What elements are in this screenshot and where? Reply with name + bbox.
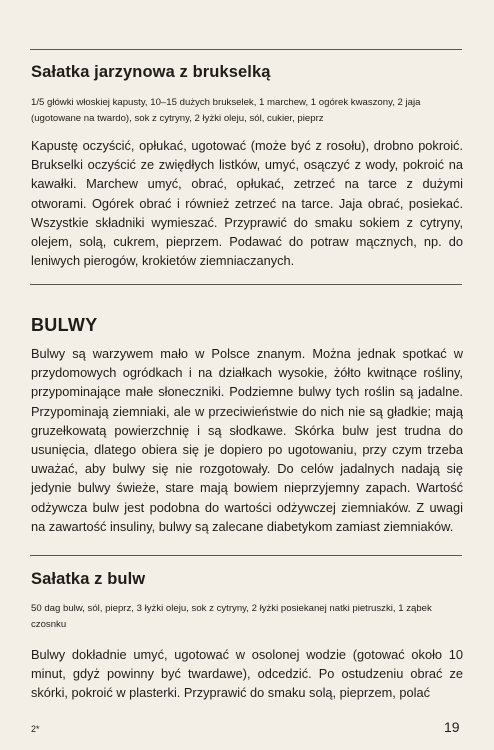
recipe-title: Sałatka jarzynowa z brukselką <box>31 63 271 81</box>
recipe-title: Sałatka z bulw <box>31 570 146 588</box>
section-divider <box>30 555 462 556</box>
chapter-title: BULWY <box>31 315 98 335</box>
recipe-method: Kapustę oczyścić, opłukać, ugotować (może być z rosołu), drobno pokroić. Brukselki oczyścić ze zwiędłych listków, umyć, osączyć z wody, pokroić na kawałki. Marchew umyć, obrać, opłukać, zetrzeć na tarce z dużymi otworami. Ogórek obrać i również zetrzeć na tarce. Jaja obrać, posiekać. Wszystkie składniki wymieszać. Przyprawić do smaku sokiem z cytryny, olejem, solą, cukrem, pieprzem. Podawać do potraw mącznych, np. do leniwych pierogów, krokietów ziemniaczanych. <box>31 138 463 269</box>
ingredients-list: 50 dag bulw, sól, pieprz, 3 łyżki oleju, sok z cytryny, 2 łyżki posiekanej natki pietruszki, 1 ząbek czosnku <box>31 603 432 630</box>
recipe-method: Bulwy dokładnie umyć, ugotować w osolonej wodzie (gotować około 10 minut, gdyż powinny być twardawe), odcedzić. Po ostudzeniu obrać ze skórki, pokroić w plasterki. Przyprawić do smaku solą, pieprzem, polać <box>31 647 463 701</box>
signature-mark: 2* <box>31 724 40 734</box>
page-number: 19 <box>444 719 460 735</box>
ingredients-list: 1/5 główki włoskiej kapusty, 10–15 dużych brukselek, 1 marchew, 1 ogórek kwaszony, 2 jaja (ugotowane na twardo), sok z cytryny, 2 łyżki oleju, sól, cukier, pieprz <box>31 97 421 124</box>
section-divider <box>30 49 462 50</box>
section-divider <box>30 284 462 285</box>
chapter-description: Bulwy są warzywem mało w Polsce znanym. Można jednak spotkać w przydomowych ogródkach i na działkach wysokie, żółto kwitnące rośliny, przypominające małe słoneczniki. Podziemne bulwy tych roślin są jadalne. Przypominają ziemniaki, ale w przeciwieństwie do nich nie są gładkie; mają gruzełkowatą powierzchnię i są słodkawe. Skórka bulw jest trudna do usunięcia, dlatego obiera się je dopiero po ugotowaniu, przy czym trzeba uważać, aby bulwy się nie rozgotowały. Do celów jadalnych nadają się jedynie bulwy świeże, stare mają bowiem nieprzyjemny zapach. Wartość odżywcza bulw jest podobna do wartości odżywczej ziemniaków. Z uwagi na zawartość insuliny, bulwy są zalecane diabetykom zamiast ziemniaków. <box>31 346 463 534</box>
